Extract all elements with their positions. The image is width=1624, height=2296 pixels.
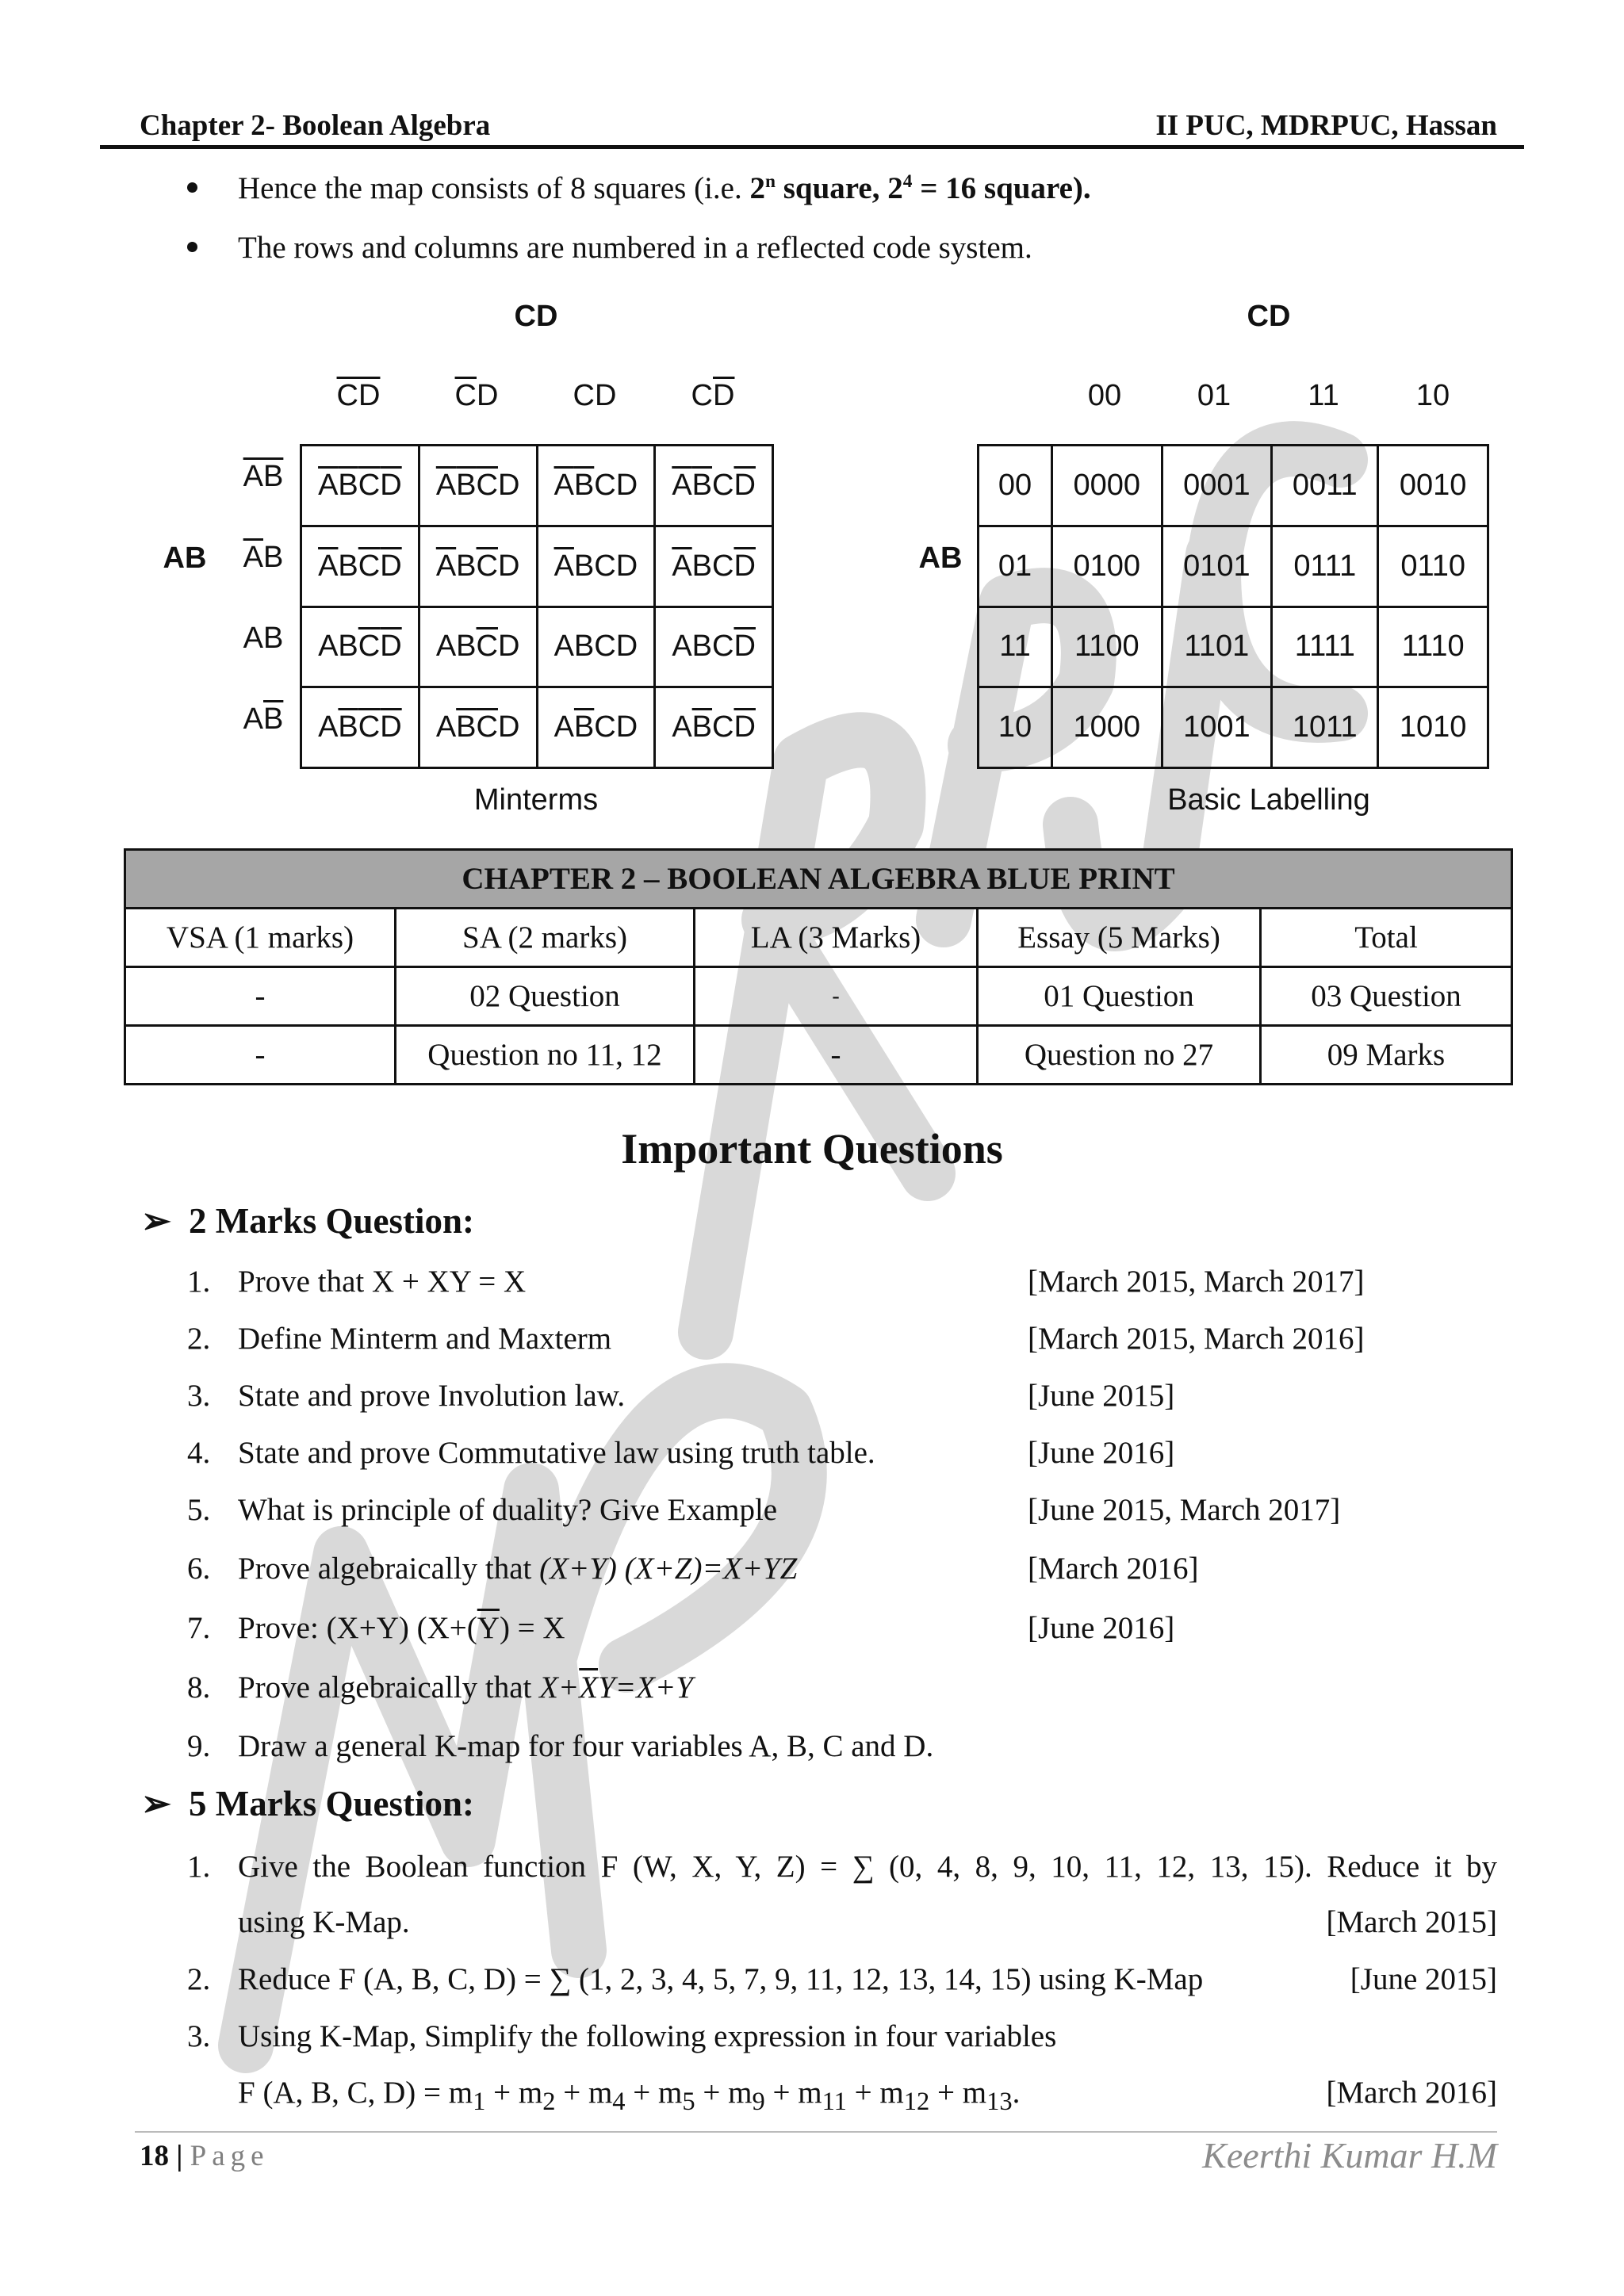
blueprint-header-row	[125, 909, 1512, 967]
item-text: Define Minterm and Maxterm	[238, 1322, 612, 1356]
blueprint-cell: 03 Question	[1261, 967, 1512, 1026]
basic-grid	[977, 444, 1489, 769]
basic-cell: 0001	[1162, 446, 1272, 526]
basic-cell: 1011	[1272, 687, 1378, 768]
minterm-cell: $\overline{A}BC\overline{D}$	[655, 526, 773, 607]
table-row	[979, 607, 1488, 687]
table-row	[979, 526, 1488, 607]
basic-cell: 1001	[1162, 687, 1272, 768]
blueprint-cell: -	[695, 967, 978, 1026]
blueprint-cell: Question no 27	[978, 1026, 1261, 1085]
table-row	[979, 446, 1488, 526]
item-number: 2.	[187, 1322, 211, 1356]
bullet-text: Hence the map consists of 8 squares (i.e. 2$^n$ square, $2^4 = 16$ square).	[238, 171, 1091, 205]
item-number: 6.	[187, 1552, 211, 1586]
minterm-cell: $\overline{A}\overline{B}\overline{C}\overline{D}$	[301, 446, 419, 526]
important-questions-title: Important Questions	[621, 1125, 1003, 1173]
item-text: Draw a general K-map for four variables A, B, C and D.	[238, 1729, 934, 1763]
item-number: 1.	[187, 1850, 211, 1884]
blueprint-cell: -	[125, 1026, 396, 1085]
minterm-cell: $A\overline{B}C\overline{D}$	[655, 687, 773, 768]
item-reference: [March 2015, March 2016]	[1028, 1322, 1365, 1356]
minterm-col-header: CD	[573, 379, 617, 412]
item-number: 3.	[187, 1379, 211, 1413]
item-reference: [June 2016]	[1028, 1436, 1175, 1470]
minterm-cell: $\overline{A}B\overline{C}\overline{D}$	[301, 526, 419, 607]
minterm-cell: ABCD	[537, 607, 655, 687]
math-expression: (X+Y) (X+Z)=X+YZ	[539, 1552, 798, 1586]
item-reference: [June 2015]	[1350, 1962, 1497, 1996]
minterm-caption: Minterms	[473, 783, 599, 817]
list-item	[187, 1321, 1497, 1365]
basic-col-header: 10	[1415, 379, 1450, 412]
minterm-cell: $ABC\overline{D}$	[655, 607, 773, 687]
item-reference: [March 2015]	[1326, 1905, 1497, 1939]
footer-rule	[135, 2131, 1497, 2133]
minterm-cell: $\overline{A}\overline{B}\overline{C}D$	[419, 446, 537, 526]
minterm-row-header: $\overline{A}\overline{B}$	[243, 460, 284, 493]
blueprint-header-cell: SA (2 marks)	[396, 909, 695, 967]
blueprint-cell: Question no 11, 12	[396, 1026, 695, 1085]
blueprint-cell: -	[125, 967, 396, 1026]
blueprint-table	[124, 848, 1513, 1085]
item-text: What is principle of duality? Give Example	[238, 1493, 778, 1527]
item-number: 1.	[187, 1265, 211, 1299]
header-institution: II PUC, MDRPUC, Hassan	[1155, 109, 1497, 142]
item-text: Give the Boolean function F (W, X, Y, Z) = ∑ (0, 4, 8, 9, 10, 11, 12, 13, 15). Reduce it by	[238, 1850, 1497, 1884]
basic-cell: 1101	[1162, 607, 1272, 687]
minterm-cell: $\overline{A}\overline{B}CD$	[537, 446, 655, 526]
basic-cell: 1000	[1052, 687, 1162, 768]
header-rule	[100, 145, 1524, 149]
blueprint-cell: 01 Question	[978, 967, 1261, 1026]
minterm-col-header: $\overline{C}D$	[454, 379, 499, 412]
basic-ab-label: AB	[918, 541, 963, 575]
item-number: 9.	[187, 1729, 211, 1763]
header-chapter: Chapter 2- Boolean Algebra	[140, 109, 491, 142]
list-item	[187, 1849, 1497, 1893]
basic-row-header: 10	[979, 687, 1052, 768]
blueprint-header-cell: Total	[1261, 909, 1512, 967]
table-row	[125, 967, 1512, 1026]
item-text: Prove: (X+Y) ($X+(\overline{Y}) = X$	[238, 1611, 565, 1645]
list-item	[187, 1728, 1497, 1773]
minterm-cell: $AB\overline{C}\overline{D}$	[301, 607, 419, 687]
table-row	[301, 607, 773, 687]
basic-cell: 0111	[1272, 526, 1378, 607]
basic-caption: Basic Labelling	[1167, 783, 1370, 817]
table-row	[301, 526, 773, 607]
item-text: State and prove Involution law.	[238, 1379, 626, 1413]
section-heading-5-marks	[141, 1782, 474, 1824]
bullet-text: The rows and columns are numbered in a reflected code system.	[238, 231, 1032, 265]
basic-col-header: 01	[1197, 379, 1231, 412]
basic-cell: 0010	[1378, 446, 1488, 526]
item-text: Reduce F (A, B, C, D) = ∑ (1, 2, 3, 4, 5, 7, 9, 11, 12, 13, 14, 15) using K-Map	[238, 1962, 1204, 1996]
blueprint-cell: 02 Question	[396, 967, 695, 1026]
section-title: 5 Marks Question:	[189, 1784, 474, 1823]
basic-cell: 1110	[1378, 607, 1488, 687]
math-expression: $X+\overline{X}Y=X+Y$	[539, 1670, 693, 1705]
basic-row-header: 11	[979, 607, 1052, 687]
arrow-bullet-icon: ➢	[141, 1201, 171, 1241]
blueprint-title-row	[125, 850, 1512, 909]
list-item	[187, 1610, 1497, 1655]
table-row	[301, 446, 773, 526]
minterm-grid	[300, 444, 774, 769]
blueprint-header-cell: Essay (5 Marks)	[978, 909, 1261, 967]
item-number: 3.	[187, 2019, 211, 2053]
item-text: Prove algebraically that (X+Y) (X+Z)=X+YZ	[238, 1552, 798, 1586]
basic-row-header: 01	[979, 526, 1052, 607]
section-title: 2 Marks Question:	[189, 1201, 474, 1241]
basic-cd-label: CD	[1247, 300, 1291, 333]
table-row	[301, 687, 773, 768]
list-item-continuation	[187, 2075, 1497, 2119]
list-item	[187, 1551, 1497, 1595]
item-number: 2.	[187, 1962, 211, 1996]
table-row	[125, 1026, 1512, 1085]
minterm-row-header: $\overline{A}B$	[243, 541, 284, 574]
list-item-continuation	[187, 1904, 1497, 1949]
item-text: Prove that X + XY = X	[238, 1265, 527, 1299]
basic-cell: 0000	[1052, 446, 1162, 526]
bullet-dot	[187, 182, 197, 193]
list-item	[187, 1670, 1497, 1714]
minterm-cell: $A\overline{B}\overline{C}\overline{D}$	[301, 687, 419, 768]
watermark-text: MDRPUC	[135, 307, 189, 320]
minterm-cd-label: CD	[514, 300, 558, 333]
list-item	[187, 1961, 1497, 2006]
item-text: F (A, B, C, $D) = m_1 + m_2 + m_4 + m_5 + m_9 + m_{11} + m_{12} + m_{13}$.	[238, 2076, 1021, 2116]
item-reference: [June 2015, March 2017]	[1028, 1493, 1341, 1527]
item-reference: [June 2016]	[1028, 1611, 1175, 1645]
blueprint-cell: 09 Marks	[1261, 1026, 1512, 1085]
basic-col-header: 00	[1087, 379, 1122, 412]
minterm-col-header: $C\overline{D}$	[691, 379, 735, 412]
minterm-cell: $AB\overline{C}D$	[419, 607, 537, 687]
minterm-cell: $\overline{A}BCD$	[537, 526, 655, 607]
bullet-dot	[187, 242, 197, 252]
minterm-cell: $A\overline{B}CD$	[537, 687, 655, 768]
blueprint-header-cell: LA (3 Marks)	[695, 909, 978, 967]
basic-cell: 0011	[1272, 446, 1378, 526]
minterm-ab-label: AB	[163, 541, 207, 575]
page-header	[140, 98, 1497, 143]
list-item	[187, 1378, 1497, 1422]
item-text: Using K-Map, Simplify the following expression in four variables	[238, 2019, 1057, 2053]
list-item	[187, 1435, 1497, 1479]
list-item	[187, 1264, 1497, 1308]
item-number: 4.	[187, 1436, 211, 1470]
item-reference: [March 2015, March 2017]	[1028, 1265, 1365, 1299]
item-reference: [March 2016]	[1326, 2076, 1497, 2110]
basic-row-header: 00	[979, 446, 1052, 526]
item-text: Prove algebraically that $X+\overline{X}Y=X+Y$	[238, 1670, 693, 1705]
item-number: 5.	[187, 1493, 211, 1527]
table-row	[979, 687, 1488, 768]
footer-page-number: 18 | Page	[140, 2140, 270, 2172]
basic-cell: 0101	[1162, 526, 1272, 607]
blueprint-title: CHAPTER 2 – BOOLEAN ALGEBRA BLUE PRINT	[125, 850, 1512, 909]
basic-cell: 0100	[1052, 526, 1162, 607]
arrow-bullet-icon: ➢	[141, 1784, 171, 1823]
list-item	[187, 1492, 1497, 1536]
item-text: using K-Map.	[238, 1905, 410, 1939]
footer-author: Keerthi Kumar H.M	[1202, 2135, 1497, 2175]
minterm-row-header: AB	[243, 622, 284, 655]
list-item	[187, 2019, 1497, 2063]
item-reference: [June 2015]	[1028, 1379, 1175, 1413]
basic-cell: 1111	[1272, 607, 1378, 687]
blueprint-cell: -	[695, 1026, 978, 1085]
minterm-row-header: $A\overline{B}$	[243, 702, 284, 736]
item-text: State and prove Commutative law using truth table.	[238, 1436, 875, 1470]
minterm-cell: $A\overline{B}\overline{C}D$	[419, 687, 537, 768]
basic-col-header: 11	[1308, 379, 1339, 412]
basic-cell: 1100	[1052, 607, 1162, 687]
basic-cell: 0110	[1378, 526, 1488, 607]
item-number: 7.	[187, 1611, 211, 1645]
blueprint-header-cell: VSA (1 marks)	[125, 909, 396, 967]
item-number: 8.	[187, 1670, 211, 1705]
item-reference: [March 2016]	[1028, 1552, 1199, 1586]
section-heading-2-marks	[141, 1200, 474, 1242]
basic-cell: 1010	[1378, 687, 1488, 768]
minterm-cell: $\overline{A}B\overline{C}D$	[419, 526, 537, 607]
minterm-cell: $\overline{A}\overline{B}C\overline{D}$	[655, 446, 773, 526]
minterm-col-header: $\overline{C}\overline{D}$	[336, 379, 381, 412]
